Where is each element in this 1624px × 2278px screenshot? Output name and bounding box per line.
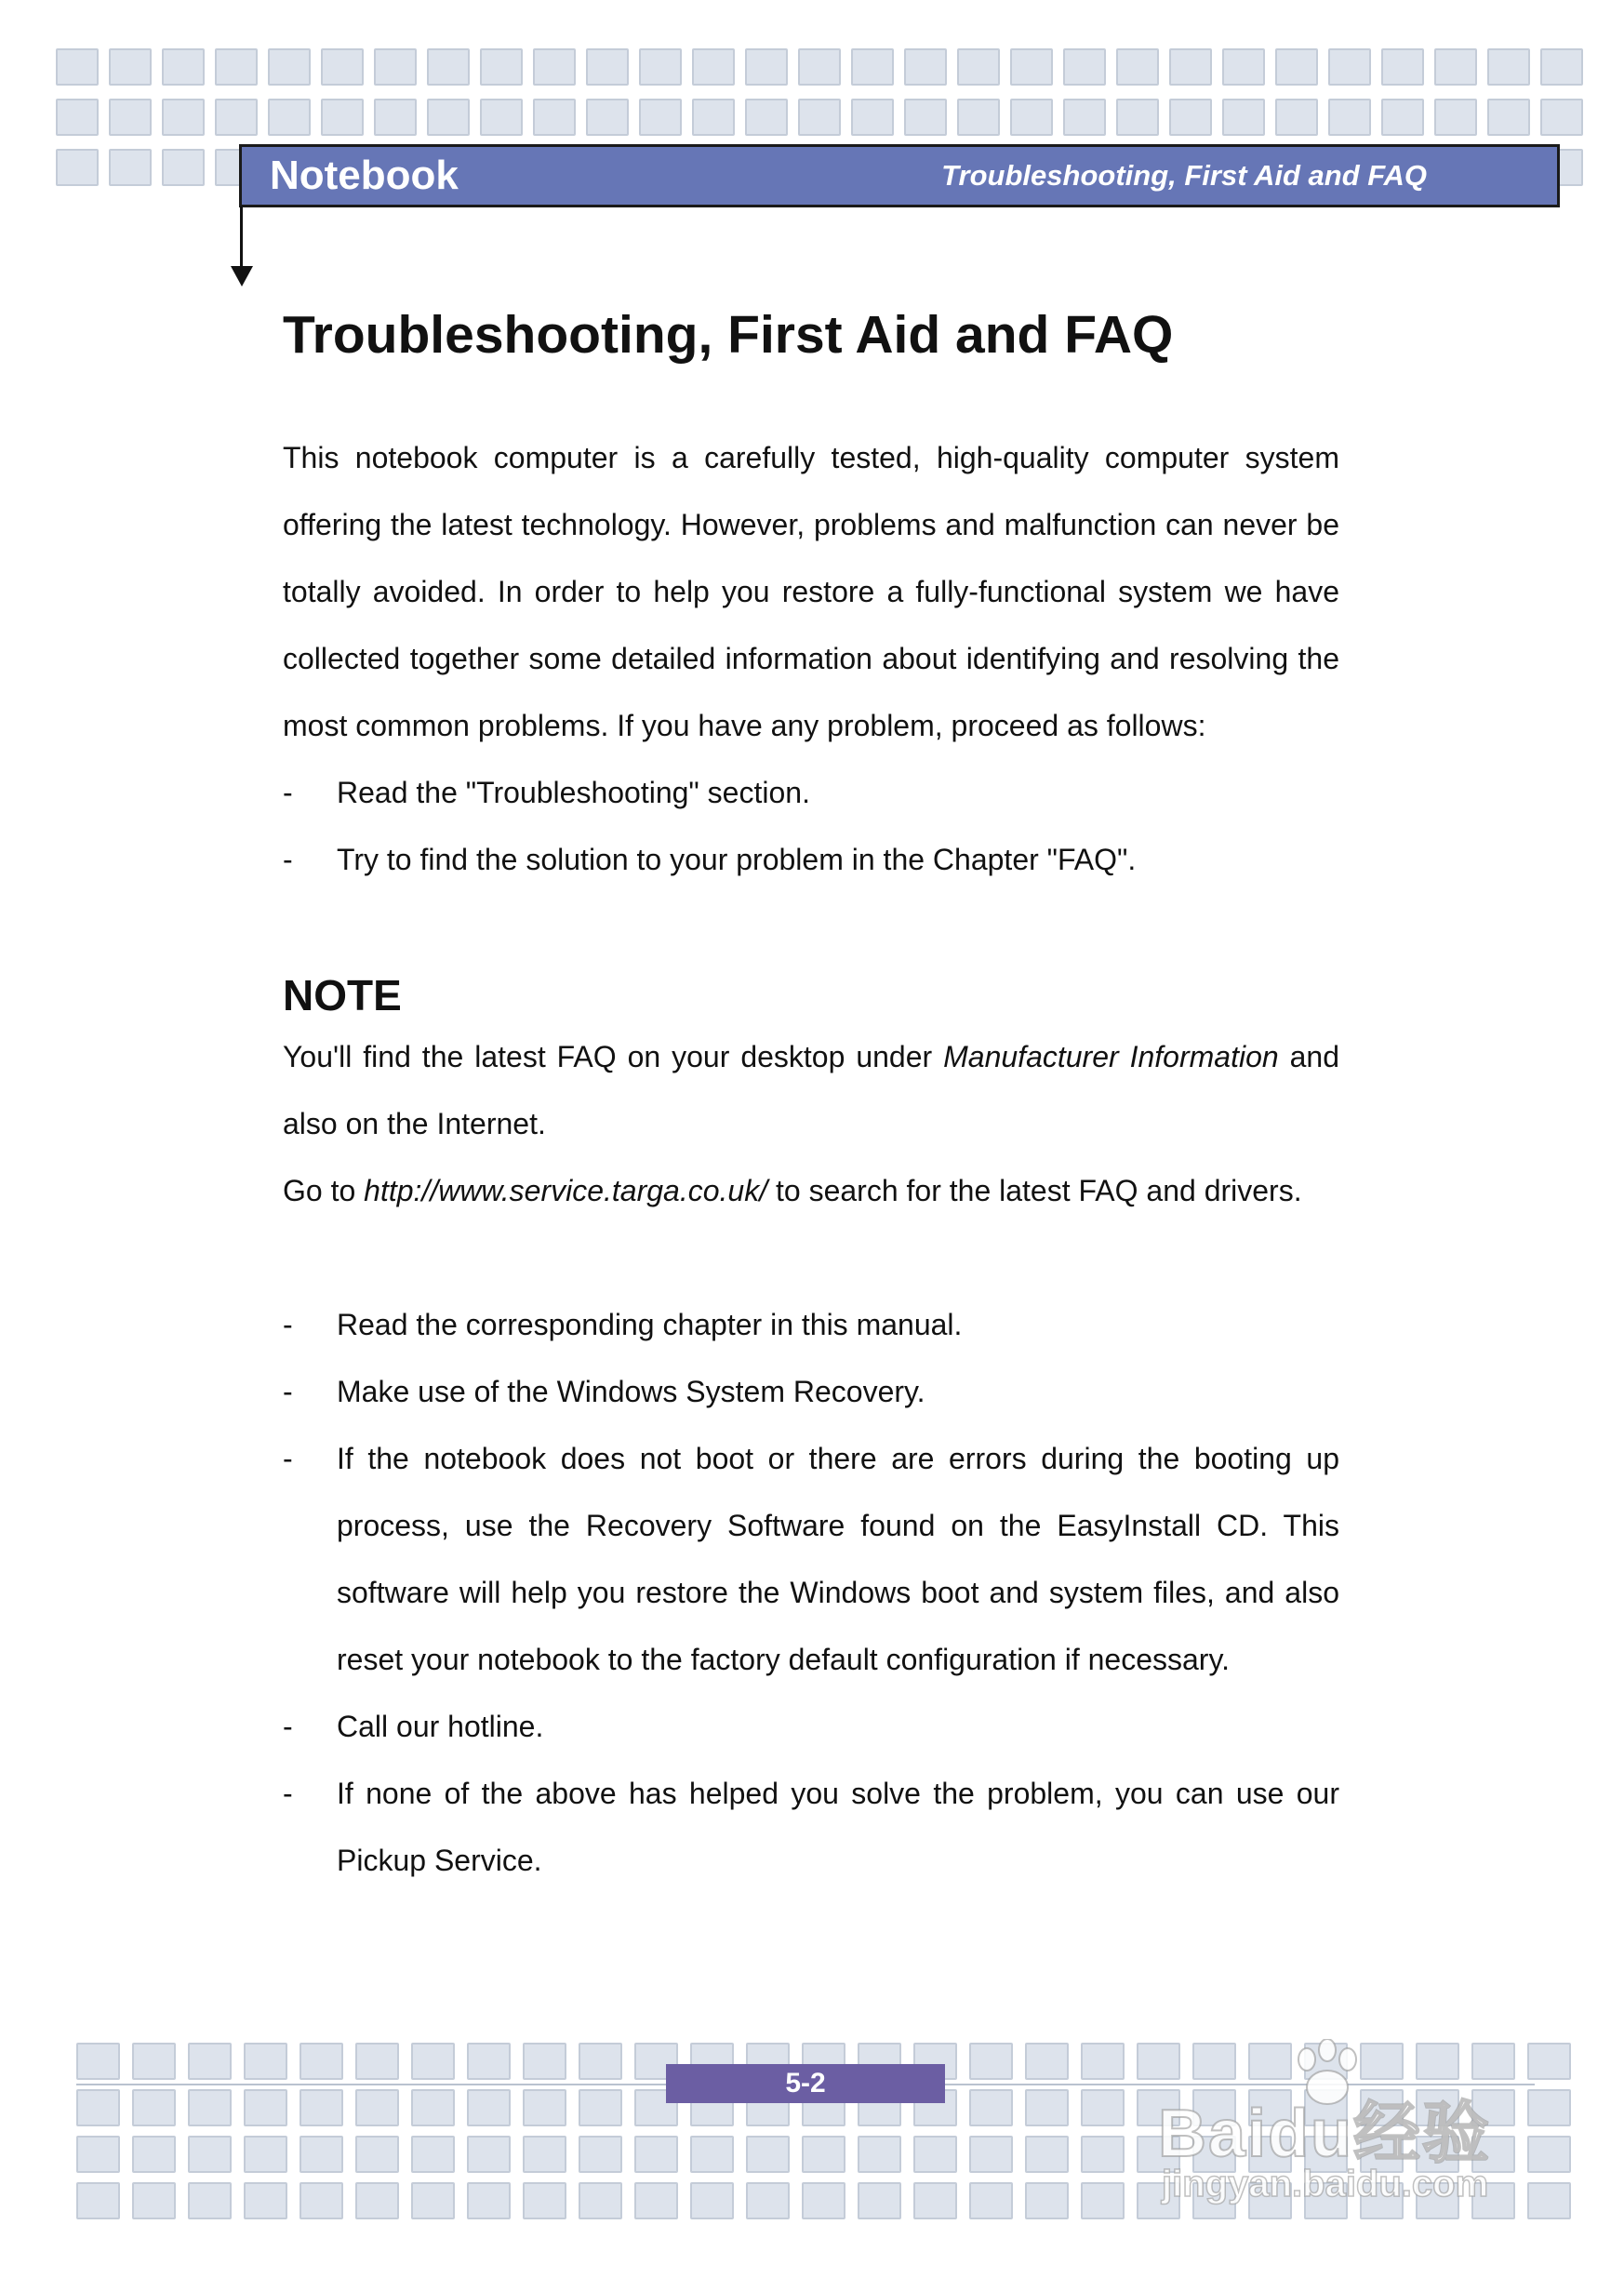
decorative-tile: [1081, 2136, 1125, 2173]
decorative-tile: [56, 99, 99, 136]
decorative-tile: [533, 99, 576, 136]
decorative-tile: [1169, 99, 1212, 136]
decorative-tile: [1540, 99, 1583, 136]
decorative-tile: [188, 2089, 232, 2126]
list-item: - Make use of the Windows System Recovery.: [283, 1358, 1339, 1425]
decorative-tile: [76, 2136, 120, 2173]
decorative-tile: [411, 2089, 455, 2126]
decorative-tile: [745, 48, 788, 86]
decorative-tile: [579, 2136, 622, 2173]
header-bar: [239, 144, 1560, 207]
decorative-tile: [579, 2043, 622, 2080]
decorative-tile: [639, 48, 682, 86]
decorative-tile: [690, 2182, 734, 2219]
decorative-tile: [1487, 48, 1530, 86]
decorative-tile: [969, 2089, 1013, 2126]
decorative-tile: [913, 2182, 957, 2219]
decorative-tile: [1081, 2043, 1125, 2080]
decorative-tile: [1381, 48, 1424, 86]
decorative-tile: [300, 2089, 343, 2126]
decorative-tile: [523, 2182, 566, 2219]
service-url-link[interactable]: http://www.service.targa.co.uk/: [364, 1174, 768, 1207]
decorative-tile: [969, 2136, 1013, 2173]
decorative-tile: [1434, 48, 1477, 86]
decorative-tile: [300, 2182, 343, 2219]
decorative-tile: [745, 99, 788, 136]
decorative-tile: [1063, 99, 1106, 136]
decorative-tile: [746, 2182, 790, 2219]
decorative-tile: [1116, 48, 1159, 86]
decorative-tile: [109, 99, 152, 136]
decorative-tile: [244, 2089, 287, 2126]
manufacturer-info-text: Manufacturer Information: [943, 1040, 1279, 1073]
decorative-tile: [1010, 99, 1053, 136]
decorative-tile: [132, 2089, 176, 2126]
decorative-tile: [162, 149, 205, 186]
decorative-tile: [467, 2043, 511, 2080]
decorative-tile: [76, 2089, 120, 2126]
decorative-tile: [355, 2043, 399, 2080]
decorative-tile: [427, 99, 470, 136]
decorative-tile: [244, 2182, 287, 2219]
decorative-tile: [904, 99, 947, 136]
decorative-tile: [132, 2182, 176, 2219]
decorative-tile: [76, 2182, 120, 2219]
decorative-tile: [215, 99, 258, 136]
decorative-tile: [480, 48, 523, 86]
decorative-tile: [802, 2182, 845, 2219]
decorative-tile: [76, 2043, 120, 2080]
decorative-tile: [1025, 2182, 1069, 2219]
watermark-url: jingyan.baidu.com: [1162, 2164, 1489, 2205]
decorative-tile: [1025, 2089, 1069, 2126]
decorative-tile: [244, 2136, 287, 2173]
decorative-tile: [969, 2182, 1013, 2219]
decorative-tile: [1169, 48, 1212, 86]
decorative-tile: [215, 48, 258, 86]
decorative-tile: [523, 2089, 566, 2126]
decorative-tile: [634, 2136, 678, 2173]
decorative-tile: [1025, 2043, 1069, 2080]
decorative-tile: [523, 2136, 566, 2173]
decorative-tile: [1381, 99, 1424, 136]
baidu-watermark: [1149, 2028, 1539, 2223]
decorative-tile: [1275, 99, 1318, 136]
decorative-tile: [957, 99, 1000, 136]
decorative-tile: [639, 99, 682, 136]
decorative-tile: [355, 2089, 399, 2126]
decorative-tile: [1540, 48, 1583, 86]
note-line-2: Go to http://www.service.targa.co.uk/ to search for the latest FAQ and drivers.: [283, 1174, 1302, 1207]
decorative-tile: [467, 2089, 511, 2126]
decorative-tile: [798, 99, 841, 136]
decorative-tile: [300, 2136, 343, 2173]
decorative-tile: [579, 2089, 622, 2126]
decorative-tile: [1275, 48, 1318, 86]
decorative-tile: [1328, 99, 1371, 136]
decorative-tile: [355, 2182, 399, 2219]
header-product-title: Notebook: [270, 153, 459, 198]
decorative-tile: [132, 2136, 176, 2173]
decorative-tile: [692, 48, 735, 86]
note-heading: NOTE: [283, 971, 402, 1019]
decorative-tile: [321, 48, 364, 86]
decorative-tile: [132, 2043, 176, 2080]
decorative-tile: [427, 48, 470, 86]
decorative-tile: [1116, 99, 1159, 136]
decorative-tile: [858, 2136, 901, 2173]
decorative-tile: [969, 2043, 1013, 2080]
decorative-tile: [1081, 2089, 1125, 2126]
decorative-tile: [355, 2136, 399, 2173]
decorative-tile: [300, 2043, 343, 2080]
decorative-tile: [692, 99, 735, 136]
decorative-tile: [411, 2043, 455, 2080]
decorative-tile: [467, 2182, 511, 2219]
decorative-tile: [746, 2136, 790, 2173]
decorative-tile: [579, 2182, 622, 2219]
decorative-tile: [321, 99, 364, 136]
decorative-tile: [913, 2136, 957, 2173]
list-item: - If the notebook does not boot or there are errors during the booting up process, use the Recovery Software found on the EasyInstall CD. This software will help you restore the Windows boot and system files, and also reset your notebook to the factory default configuration if necessary.: [283, 1425, 1339, 1693]
decorative-tile: [1434, 99, 1477, 136]
decorative-tile: [1081, 2182, 1125, 2219]
page-title: Troubleshooting, First Aid and FAQ: [283, 305, 1174, 365]
decorative-tile: [374, 48, 417, 86]
list-item: - Try to find the solution to your problem in the Chapter "FAQ".: [283, 826, 1339, 893]
decorative-tile: [1010, 48, 1053, 86]
list-item: - Read the corresponding chapter in this manual.: [283, 1291, 1339, 1358]
decorative-tile: [109, 48, 152, 86]
decorative-tile: [1222, 48, 1265, 86]
decorative-tile: [634, 2182, 678, 2219]
more-steps-list: [283, 1291, 1339, 1894]
decorative-tile: [851, 48, 894, 86]
decorative-tile: [904, 48, 947, 86]
decorative-tile: [858, 2182, 901, 2219]
decorative-tile: [268, 48, 311, 86]
decorative-tile: [188, 2182, 232, 2219]
decorative-tile: [851, 99, 894, 136]
decorative-tile: [480, 99, 523, 136]
decorative-tile: [533, 48, 576, 86]
first-steps-list: [283, 759, 1339, 893]
decorative-tile: [802, 2136, 845, 2173]
decorative-tile: [1328, 48, 1371, 86]
list-item: - If none of the above has helped you solve the problem, you can use our Pickup Service.: [283, 1760, 1339, 1894]
decorative-tile: [586, 99, 629, 136]
decorative-tile: [957, 48, 1000, 86]
decorative-tile: [1025, 2136, 1069, 2173]
decorative-tile: [1063, 48, 1106, 86]
decorative-tile: [1487, 99, 1530, 136]
decorative-tile: [162, 99, 205, 136]
note-line-1: You'll find the latest FAQ on your desktop under Manufacturer Information and also on the Internet.: [283, 1040, 1340, 1140]
watermark-logo-text: Baidu经验: [1158, 2097, 1492, 2171]
pointer-arrow-line: [240, 206, 243, 270]
header-chapter-title: Troubleshooting, First Aid and FAQ: [941, 159, 1427, 192]
decorative-tile: [188, 2043, 232, 2080]
decorative-tile: [162, 48, 205, 86]
decorative-tile: [109, 149, 152, 186]
decorative-tile: [411, 2136, 455, 2173]
decorative-tile: [690, 2136, 734, 2173]
page-content: [283, 298, 1339, 1894]
decorative-tile: [56, 48, 99, 86]
decorative-tile: [268, 99, 311, 136]
decorative-tile: [586, 48, 629, 86]
decorative-tile: [411, 2182, 455, 2219]
list-item: - Read the "Troubleshooting" section.: [283, 759, 1339, 826]
intro-paragraph: This notebook computer is a carefully tested, high-quality computer system offering the latest technology. However, problems and malfunction can never be totally avoided. In order to help you restore a fully-functional system we have collected together some detailed information about identifying and resolving the most common problems. If you have any problem, proceed as follows:: [283, 441, 1339, 742]
decorative-tile: [467, 2136, 511, 2173]
decorative-tile: [523, 2043, 566, 2080]
arrow-down-icon: [231, 266, 253, 286]
list-item: - Call our hotline.: [283, 1693, 1339, 1760]
decorative-tile: [244, 2043, 287, 2080]
decorative-tile: [56, 149, 99, 186]
decorative-tile: [798, 48, 841, 86]
decorative-tile: [1222, 99, 1265, 136]
decorative-tile: [188, 2136, 232, 2173]
decorative-tile: [374, 99, 417, 136]
page-number: 5-2: [666, 2064, 945, 2103]
